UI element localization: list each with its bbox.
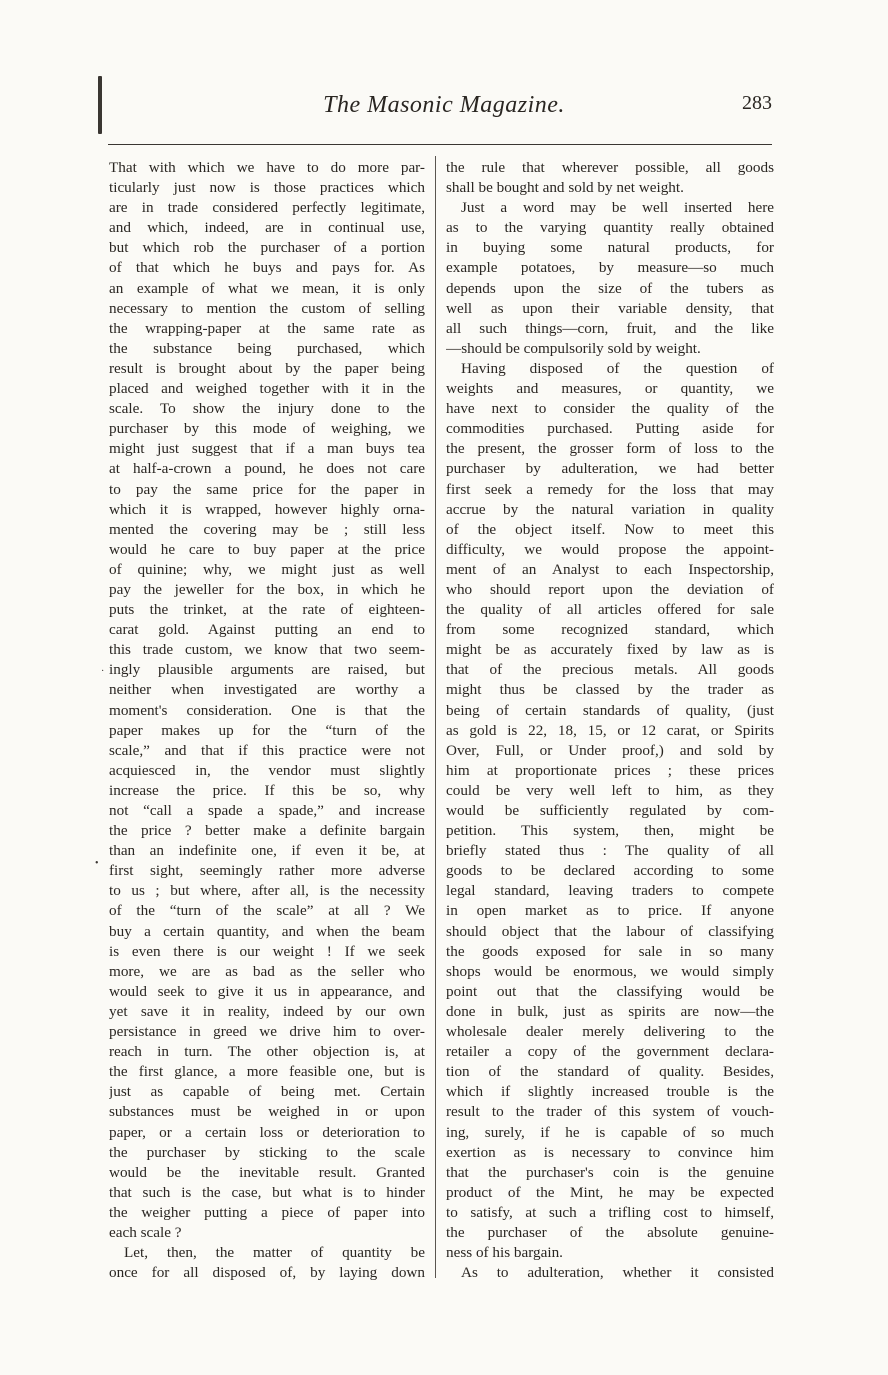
text-line: result to the trader of this system of vouch- [446,1103,774,1121]
text-line: the present, the grosser form of loss to the [446,440,774,458]
header-rule [108,144,772,145]
text-line: persistance in greed we drive him to over- [109,1023,425,1041]
text-line: would seek to give it us in appearance, and [109,982,425,1000]
text-line: substances must be weighed in or upon [109,1103,425,1121]
text-line: to satisfy, at such a trifling cost to himself, [446,1203,774,1221]
text-line: purchaser by adulteration, we had better [446,460,774,478]
text-line: first sight, seemingly rather more adverse [109,862,425,880]
text-line: purchaser by this mode of weighing, we [109,420,425,438]
text-line: ing, surely, if he is capable of so much [446,1123,774,1141]
left-column [109,158,425,1283]
text-line: acquiesced in, the vendor must slightly [109,761,425,779]
text-line: the rule that wherever possible, all goods [446,159,774,176]
text-line: accrue by the natural variation in quality [446,500,774,518]
text-line: and which, indeed, are in continual use, [109,219,425,237]
text-line: pay the jeweller for the box, in which he [109,580,425,598]
text-line: an example of what we mean, it is only [109,279,425,297]
text-line: As to adulteration, whether it consisted [461,1264,774,1282]
text-line: just as capable of being met. Certain [109,1083,425,1101]
text-line: being of certain standards of quality, (just [446,701,774,719]
text-line: necessary to mention the custom of selling [109,299,425,317]
text-line: might be as accurately fixed by law as is [446,641,774,659]
page-number: 283 [742,92,772,114]
text-line: scale. To show the injury done to the [109,400,425,418]
text-line: tion of the standard of quality. Besides, [446,1063,774,1081]
text-line: increase the price. If this be so, why [109,781,425,799]
text-line: first seek a remedy for the loss that may [446,480,774,498]
text-line: the quality of all articles offered for sale [446,601,774,619]
text-line: to us ; but where, after all, is the necessity [109,882,425,900]
text-line: —should be compulsorily sold by weight. [446,339,701,357]
text-line: at half-a-crown a pound, he does not care [109,460,425,478]
text-line: moment's consideration. One is that the [109,701,425,719]
text-line: legal standard, leaving traders to compete [446,882,774,900]
text-line: might just suggest that if a man buys tea [109,440,425,458]
text-line: should object that the labour of classifying [446,922,774,940]
margin-dot: · [101,666,105,677]
text-line: carat gold. Against putting an end to [109,621,425,639]
text-line: all such things—corn, fruit, and the like [446,319,774,337]
column-divider [435,156,436,1278]
text-line: ingly plausible arguments are raised, but [109,661,425,679]
text-line: example potatoes, by measure—so much [446,259,774,277]
text-line: once for all disposed of, by laying down [109,1264,425,1282]
text-line: in buying some natural products, for [446,239,774,257]
text-line: have next to consider the quality of the [446,400,774,418]
text-line: which it is wrapped, however highly orna- [109,500,425,518]
text-line: retailer a copy of the government declara- [446,1043,774,1061]
text-line: but which rob the purchaser of a portion [109,239,425,257]
text-line: product of the Mint, he may be expected [446,1183,774,1201]
text-line: would he care to buy paper at the price [109,540,425,558]
text-line: scale,” and that if this practice were not [109,741,425,759]
text-line: the purchaser by sticking to the scale [109,1143,425,1161]
text-line: which if slightly increased trouble is the [446,1083,774,1101]
text-line: depends upon the size of the tubers as [446,279,774,297]
text-line: reach in turn. The other objection is, at [109,1043,425,1061]
text-line: could be very well left to him, as they [446,781,774,799]
text-line: buy a certain quantity, and when the beam [109,922,425,940]
text-line: wholesale dealer merely delivering to the [446,1023,774,1041]
text-line: of that which he buys and pays for. As [109,259,425,277]
text-line: done in bulk, just as spirits are now—the [446,1002,774,1020]
text-line: are in trade considered perfectly legitimate, [109,199,425,217]
text-line: the substance being purchased, which [109,339,425,357]
text-line: result is brought about by the paper being [109,359,425,377]
text-line: neither when investigated are worthy a [109,681,425,699]
text-line: of quinine; why, we might just as well [109,560,425,578]
text-line: Let, then, the matter of quantity be [124,1244,425,1262]
text-line: paper, or a certain loss or deterioration to [109,1123,425,1141]
text-line: shops would be enormous, we would simply [446,962,774,980]
text-line: yet save it in reality, indeed by our own [109,1002,425,1020]
text-line: the wrapping-paper at the same rate as [109,319,425,337]
text-line: him at proportionate prices ; these prices [446,761,774,779]
text-line: to pay the same price for the paper in [109,480,425,498]
text-line: would be sufficiently regulated by com- [446,802,774,819]
text-line: in open market as to price. If anyone [446,902,774,920]
text-line: that of the precious metals. All goods [446,661,774,679]
text-line: mented the covering may be ; still less [109,520,425,538]
margin-dot: • [95,858,99,869]
text-line: of the “turn of the scale” at all ? We [109,902,425,920]
text-line: the price ? better make a definite bargain [109,822,425,840]
text-line: Just a word may be well inserted here [461,199,774,217]
text-line: from some recognized standard, which [446,621,774,639]
text-line: might thus be classed by the trader as [446,681,774,699]
text-line: more, we are as bad as the seller who [109,962,425,980]
text-line: as to the varying quantity really obtained [446,219,774,237]
text-line: the purchaser of the absolute genuine- [446,1223,774,1241]
text-line: ness of his bargain. [446,1244,563,1262]
text-line: weights and measures, or quantity, we [446,380,774,398]
text-line: this trade custom, we know that two seem- [109,641,425,659]
text-line: the goods exposed for sale in so many [446,942,774,960]
text-line: difficulty, we would propose the appoint- [446,540,774,558]
text-line: commodities purchased. Putting aside for [446,420,774,438]
text-line: well as upon their variable density, that [446,299,774,317]
text-line: goods to be declared according to some [446,862,774,880]
text-line: That with which we have to do more par- [109,159,425,176]
text-line: than an indefinite one, if even it be, at [109,842,425,860]
text-line: not “call a spade a spade,” and increase [109,802,425,819]
right-column [446,158,774,1283]
text-line: is even there is our weight ! If we seek [109,942,425,960]
text-line: of the object itself. Now to meet this [446,520,774,538]
text-line: placed and weighed together with it in the [109,380,425,398]
text-line: briefly stated thus : The quality of all [446,842,774,860]
text-line: each scale ? [109,1223,182,1241]
text-line: the weigher putting a piece of paper into [109,1203,425,1221]
running-title: The Masonic Magazine. [323,92,565,118]
text-line: the first glance, a more feasible one, but is [109,1063,425,1081]
text-line: ticularly just now is those practices which [109,179,425,197]
text-line: point out that the classifying would be [446,982,774,1000]
text-line: who should report upon the deviation of [446,580,774,598]
text-line: exertion as is necessary to convince him [446,1143,774,1161]
text-line: shall be bought and sold by net weight. [446,179,684,197]
text-line: puts the trinket, at the rate of eighteen- [109,601,425,619]
text-line: as gold is 22, 18, 15, or 12 carat, or Spirits [446,721,774,739]
text-line: paper makes up for the “turn of the [109,721,425,739]
text-line: ment of an Analyst to each Inspectorship, [446,560,774,578]
text-line: that the purchaser's coin is the genuine [446,1163,774,1181]
text-line: petition. This system, then, might be [446,822,774,840]
text-line: that such is the case, but what is to hinder [109,1183,425,1201]
text-line: Over, Full, or Under proof,) and sold by [446,741,774,759]
text-line: would be the inevitable result. Granted [109,1163,425,1181]
text-line: Having disposed of the question of [461,359,774,377]
